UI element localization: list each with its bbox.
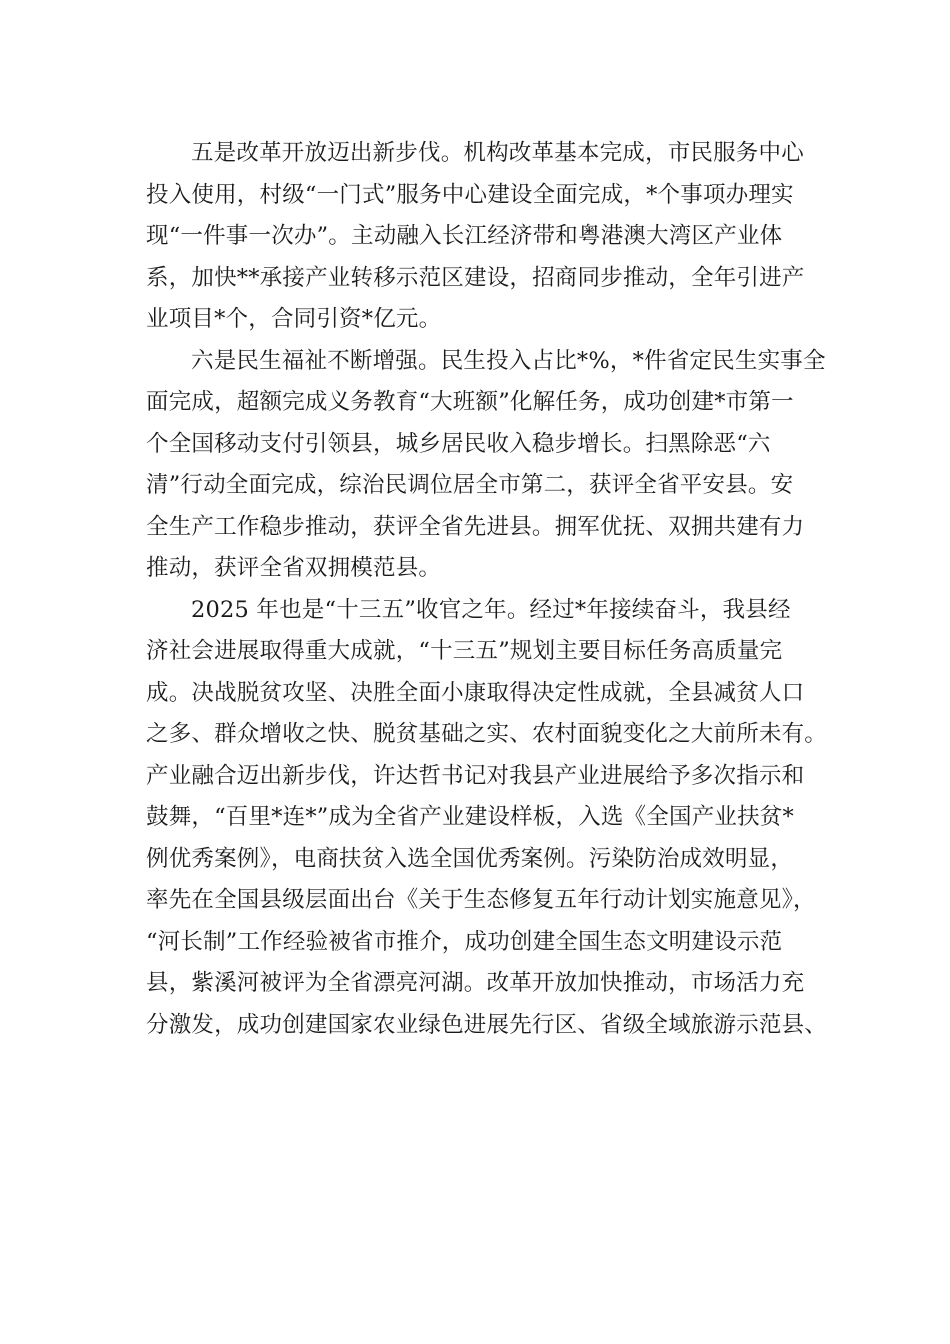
paragraph-line: 个全国移动支付引领县，城乡居民收入稳步增长。扫黑除恶“六 (146, 430, 771, 457)
paragraph-line: 县，紫溪河被评为全省漂亮河湖。改革开放加快推动，市场活力充 (146, 970, 805, 996)
paragraph-line: 例优秀案例》，电商扶贫入选全国优秀案例。污染防治成效明显， (146, 845, 794, 872)
paragraph-line: 系，加快**承接产业转移示范区建设，招商同步推动，全年引进产 (146, 264, 805, 291)
paragraph-line: 现“一件事一次办”。主动融入长江经济带和粤港澳大湾区产业体 (146, 223, 783, 249)
paragraph-reform-opening (146, 133, 826, 341)
paragraph-line: 成。决战脱贫攻坚、决胜全面小康取得决定性成就，全县减贫人口 (146, 679, 805, 706)
paragraph-line: 之多、群众增收之快、脱贫基础之实、农村面貌变化之大前所未有。 (146, 721, 828, 747)
paragraph-line: 分激发，成功创建国家农业绿色进展先行区、省级全域旅游示范县、 (146, 1011, 828, 1038)
paragraph-line: 率先在全国县级层面出台《关于生态修复五年行动计划实施意见》， (146, 887, 816, 913)
paragraph-line: 推动，获评全省双拥模范县。 (146, 555, 442, 581)
paragraph-line: 投入使用，村级“一门式”服务中心建设全面完成，*个事项办理实 (146, 181, 794, 208)
paragraph-line: 面完成，超额完成义务教育“大班额”化解任务，成功创建*市第一 (146, 389, 794, 415)
paragraph-line: 鼓舞，“百里*连*”成为全省产业建设样板，入选《全国产业扶贫* (146, 804, 794, 830)
paragraph-line: 济社会进展取得重大成就，“十三五”规划主要目标任务高质量完 (146, 638, 783, 664)
paragraph-line: 五是改革开放迈出新步伐。机构改革基本完成，市民服务中心 (191, 140, 804, 166)
paragraph-line: 产业融合迈出新步伐，许达哲书记对我县产业进展给予多次指示和 (146, 762, 805, 789)
paragraph-line: 业项目*个，合同引资*亿元。 (146, 306, 442, 332)
document-body (146, 133, 826, 1046)
paragraph-line: 全生产工作稳步推动，获评全省先进县。拥军优抚、双拥共建有力 (146, 513, 805, 540)
paragraph-line: 清”行动全面完成，综治民调位居全市第二，获评全省平安县。安 (146, 472, 794, 498)
paragraph-livelihood (146, 341, 826, 590)
paragraph-line: “河长制”工作经验被省市推介，成功创建全国生态文明建设示范 (146, 928, 783, 955)
paragraph-line: 2025 年也是“十三五”收官之年。经过*年接续奋斗，我县经 (191, 596, 791, 623)
paragraph-line: 六是民生福祉不断增强。民生投入占比*%，*件省定民生实事全 (191, 347, 826, 374)
paragraph-five-year-plan (146, 590, 826, 1047)
